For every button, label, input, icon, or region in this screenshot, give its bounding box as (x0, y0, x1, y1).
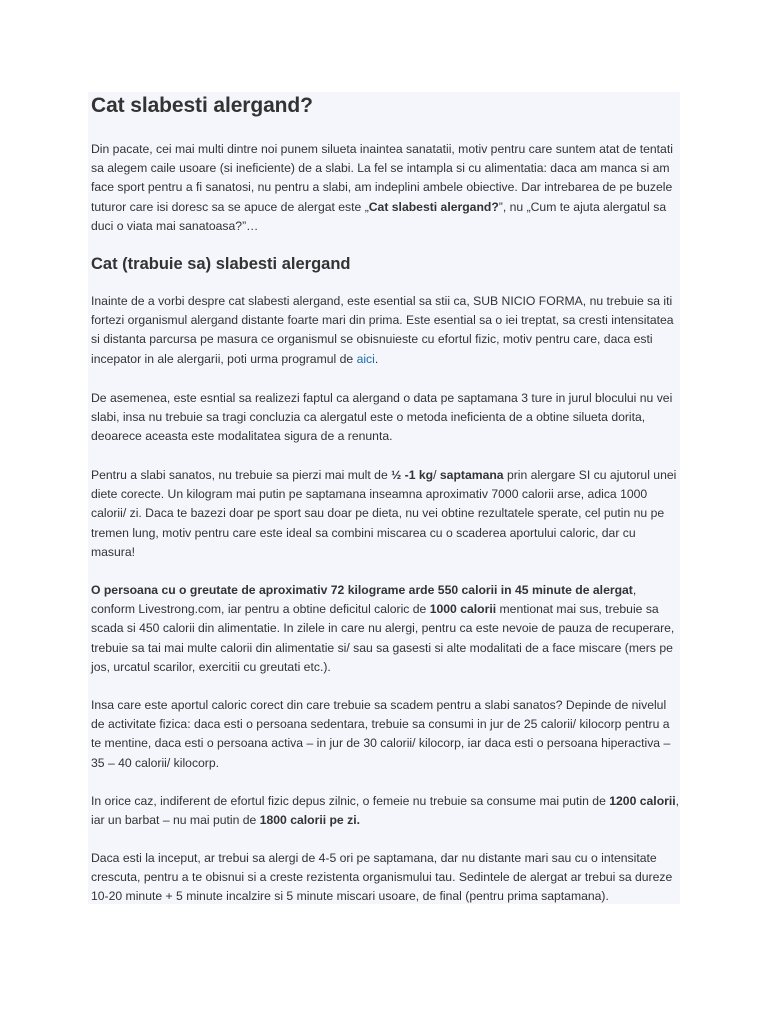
section-heading: Cat (trabuie sa) slabesti alergand (91, 255, 351, 273)
p4-text-1: , conform Livestrong.com, iar pentru a obtine deficitul caloric de (91, 583, 637, 617)
p3-bold-2: saptamana (439, 468, 504, 482)
intro-text-1: Din pacate, cei mai multi dintre noi punem silueta inaintea sanatatii, motiv pentru care suntem atat de tentati sa alegem caile usoare (si ineficiente) de a slabi. La fel se intampla si cu alimentatia: daca am manca si am face sport pentru a fi sanatosi, nu pentru a slabi, am indeplini ambele obiective. Dar intrebarea de pe buzele tuturor care isi doresc sa se apuce de alergat este „ (91, 142, 673, 214)
p4-text-2: mentionat mai sus, trebuie sa scada si 450 calorii din alimentatie. In zilele in care nu alergi, pentru ca este nevoie de pauza de recuperare, trebuie sa tai mai multe calorii din alimentatie si/ sau sa gasesti si alte modalitati de a face miscare (mers pe jos, urcatul scarilor, exercitii cu greutati etc.). (91, 602, 675, 674)
intro-bold-question: Cat slabesti alergand? (368, 199, 499, 214)
p3-text-2: / (433, 468, 440, 482)
p1-text-1: Inainte de a vorbi despre cat slabesti alergand, este esential sa stii ca, SUB NICIO FORMA, nu trebuie sa iti fortezi organismul alergand distante foarte mari din prima. Este esential sa o iei treptat, sa cresti intensitatea si distanta parcursa pe masura ce organismul se obisnuieste cu efortul fizic, motiv pentru care, daca esti incepator in ale alergarii, poti urma programul de (91, 294, 674, 366)
paragraph-4 (91, 581, 681, 677)
paragraph-5: Insa care este aportul caloric corect din care trebuie sa scadem pentru a slabi sanatos? Depinde de nivelul de activitate fizica: daca esti o persoana sedentara, trebuie sa consumi in jur de 25 calorii/ kilocorp pentru a te mentine, daca esti o persoana activa – in jur de 30 calorii/ kilocorp, iar daca esti o persoana hiperactiva – 35 – 40 calorii/ kilocorp. (91, 698, 671, 770)
p6-bold-1: 1200 calorii (609, 794, 676, 808)
paragraph-1 (91, 292, 681, 369)
program-link[interactable]: aici (356, 351, 375, 366)
paragraph-2: De asemenea, este esntial sa realizezi faptul ca alergand o data pe saptamana 3 ture in jurul blocului nu vei slabi, insa nu trebuie sa tragi concluzia ca alergatul este o metoda ineficienta de a obtine silueta dorita, deoarece aceasta este modalitatea sigura de a renunta. (91, 391, 673, 444)
p3-text-1: Pentru a slabi sanatos, nu trebuie sa pierzi mai mult de (91, 468, 392, 482)
intro-paragraph (91, 140, 681, 236)
p6-bold-2: 1800 calorii pe zi. (259, 813, 360, 828)
p6-text-1: In orice caz, indiferent de efortul fizic depus zilnic, o femeie nu trebuie sa consume mai putin de (91, 794, 610, 808)
p4-bold-2: 1000 calorii (429, 602, 497, 617)
article-page (88, 92, 680, 904)
p3-bold-1: ½ -1 kg (391, 468, 434, 482)
intro-text-2: ”, nu „Cum te ajuta alergatul sa duci o viata mai sanatoasa?”… (91, 199, 667, 233)
p1-text-2: . (374, 351, 379, 366)
p6-text-2: , iar un barbat – nu mai putin de (91, 794, 680, 828)
paragraph-3 (91, 466, 681, 562)
page-title: Cat slabesti alergand? (91, 94, 313, 117)
p4-bold-1: O persoana cu o greutate de aproximativ 72 kilograme arde 550 calorii in 45 minute de alergat (91, 583, 633, 597)
paragraph-7: Daca esti la inceput, ar trebui sa alergi de 4-5 ori pe saptamana, dar nu distante mari sau cu o intensitate crescuta, pentru a te obisnui si a creste rezistenta organismului tau. Sedintele de alergat ar trebui sa dureze 10-20 minute + 5 minute incalzire si 5 minute miscari usoare, de final (pentru prima saptamana). (91, 851, 673, 904)
p3-text-3: prin alergare SI cu ajutorul unei diete corecte. Un kilogram mai putin pe saptamana inseamna aproximativ 7000 calorii arse, adica 1000 calorii/ zi. Daca te bazezi doar pe sport sau doar pe dieta, nu vei obtine rezultatele sperate, cel putin nu pe tremen lung, motiv pentru care este ideal sa combini miscarea cu o scaderea aportului caloric, dar cu masura! (91, 468, 677, 559)
paragraph-6 (91, 792, 681, 830)
